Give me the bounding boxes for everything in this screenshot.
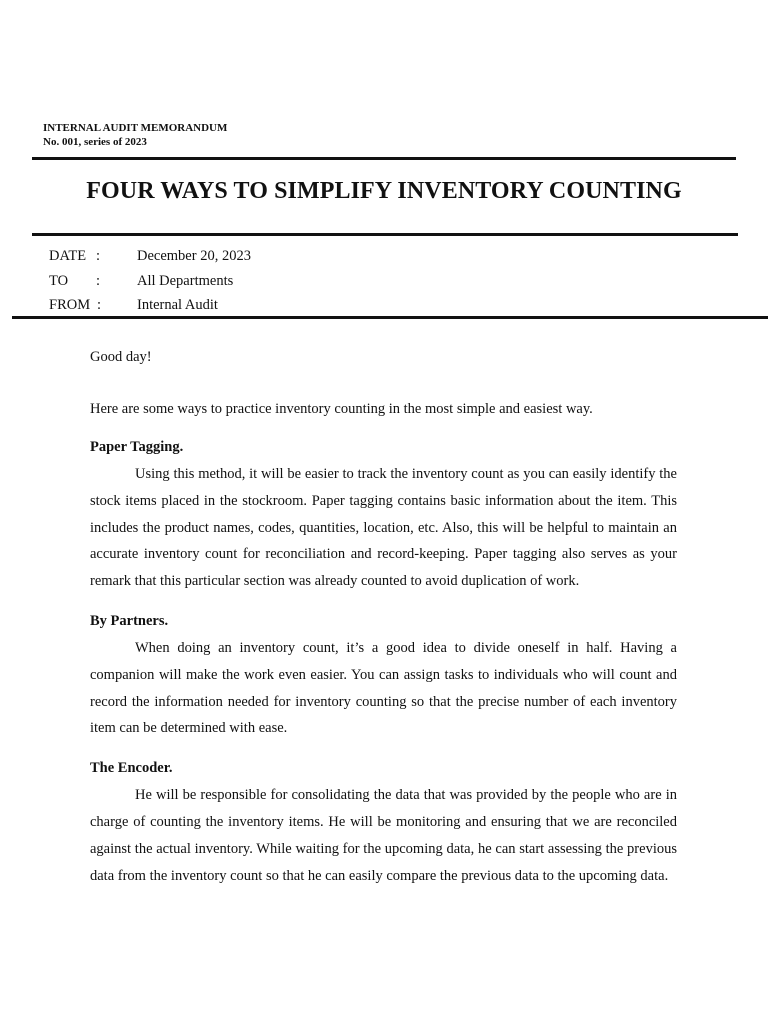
memo-header: [43, 121, 227, 149]
from-label: FROM: [49, 297, 91, 313]
to-label: TO: [49, 272, 69, 289]
memo-title: FOUR WAYS TO SIMPLIFY INVENTORY COUNTING: [86, 178, 682, 204]
section-text-paper-tagging: Using this method, it will be easier to track the inventory count as you can easily identify the stock items placed in the stockroom. Paper tagging contains basic information about the item. This includes the product names, codes, quantities, location, etc. Also, this will be helpful to maintain an accurate inventory count for reconciliation and record-keeping. Paper tagging also serves as your remark that this particular section was already counted to avoid duplication of work.: [90, 466, 677, 590]
from-value: Internal Audit: [137, 297, 218, 313]
memo-number: No. 001, series of 2023: [43, 136, 147, 148]
from-colon: :: [97, 297, 102, 313]
header-bottom-divider: [12, 316, 768, 319]
memo-kind: INTERNAL AUDIT MEMORANDUM: [43, 122, 228, 134]
date-label: DATE: [49, 248, 87, 264]
section-title-the-encoder: The Encoder.: [90, 760, 173, 777]
memo-body: [90, 345, 677, 889]
section-text-the-encoder: He will be responsible for consolidating the data that was provided by the people who are in charge of counting the inventory items. He will be monitoring and ensuring that we are reconciled against the actual inventory. While waiting for the upcoming data, he can start assessing the previous data from the inventory count so that he can easily compare the previous data to the upcoming data.: [90, 787, 677, 884]
greeting: Good day!: [90, 349, 152, 365]
top-divider: [32, 157, 736, 160]
intro-paragraph: Here are some ways to practice inventory counting in the most simple and easiest way.: [90, 401, 593, 417]
section-text-by-partners: When doing an inventory count, it’s a good idea to divide oneself in half. Having a companion will make the work even easier. You can assign tasks to individuals who will count and record the information needed for inventory counting so that the precise number of each inventory item can be determined with ease.: [90, 639, 677, 737]
section-title-paper-tagging: Paper Tagging.: [90, 439, 184, 455]
to-colon: :: [96, 272, 101, 289]
to-value: All Departments: [137, 272, 234, 289]
date-colon: :: [96, 248, 101, 264]
date-value: December 20, 2023: [137, 248, 251, 264]
title-divider: [32, 233, 738, 236]
section-title-by-partners: By Partners.: [90, 612, 169, 629]
